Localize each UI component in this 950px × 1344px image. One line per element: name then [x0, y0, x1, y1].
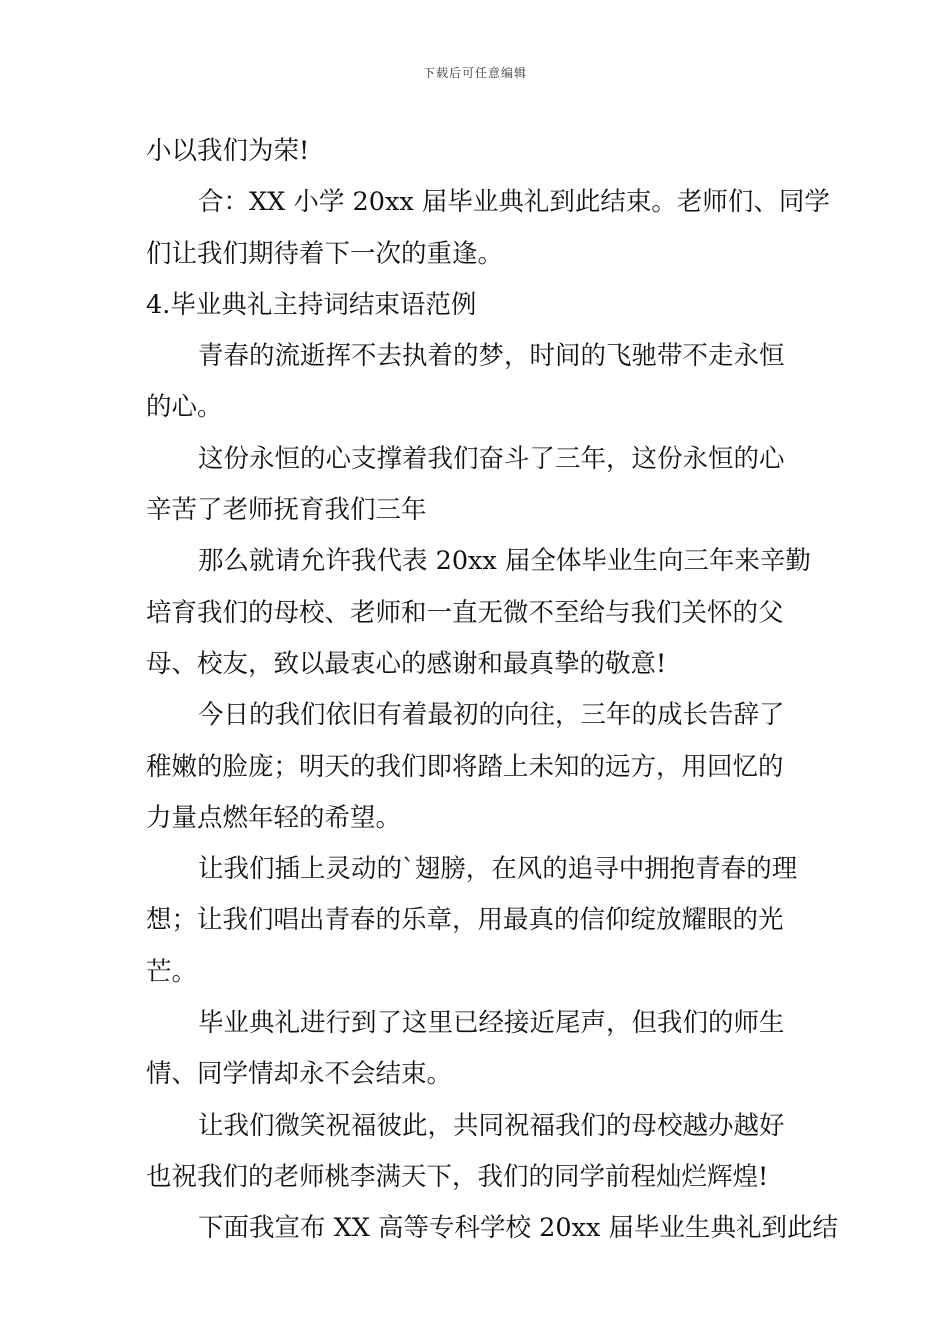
- text-line: 们让我们期待着下一次的重逢。: [146, 238, 504, 269]
- text-line: 辛苦了老师抚育我们三年: [146, 495, 427, 526]
- text-line: 母、校友，致以最衷心的感谢和最真挚的敬意!: [146, 648, 667, 679]
- text-line: 下面我宣布 XX 高等专科学校 20xx 届毕业生典礼到此结: [198, 1213, 838, 1244]
- text-line: 芒。: [146, 956, 198, 987]
- text-line: 今日的我们依旧有着最初的向往，三年的成长告辞了: [198, 700, 785, 731]
- text-line: 让我们插上灵动的`翅膀，在风的追寻中拥抱青春的理: [198, 854, 798, 885]
- text-line: 培育我们的母校、老师和一直无微不至给与我们关怀的父: [146, 597, 784, 628]
- section-heading: 4.毕业典礼主持词结束语范例: [146, 289, 477, 320]
- text-line: 青春的流逝挥不去执着的梦，时间的飞驰带不走永恒: [198, 341, 785, 372]
- text-line: 的心。: [146, 392, 223, 423]
- text-line: 也祝我们的老师桃李满天下，我们的同学前程灿烂辉煌!: [146, 1161, 769, 1192]
- text-line: 力量点燃年轻的希望。: [146, 802, 402, 833]
- text-line: 合：XX 小学 20xx 届毕业典礼到此结束。老师们、同学: [198, 187, 830, 218]
- text-line: 毕业典礼进行到了这里已经接近尾声，但我们的师生: [198, 1008, 785, 1039]
- text-line: 稚嫩的脸庞；明天的我们即将踏上未知的远方，用回忆的: [146, 751, 784, 782]
- document-body: [146, 126, 838, 1255]
- text-line: 情、同学情却永不会结束。: [146, 1059, 453, 1090]
- text-line: 想；让我们唱出青春的乐章，用最真的信仰绽放耀眼的光: [146, 905, 784, 936]
- text-line: 这份永恒的心支撑着我们奋斗了三年，这份永恒的心: [198, 443, 785, 474]
- text-line: 小以我们为荣!: [146, 136, 310, 166]
- text-line: 那么就请允许我代表 20xx 届全体毕业生向三年来辛勤: [198, 546, 811, 577]
- text-line: 让我们微笑祝福彼此，共同祝福我们的母校越办越好: [198, 1110, 785, 1141]
- page-header-note: 下载后可任意编辑: [422, 66, 527, 80]
